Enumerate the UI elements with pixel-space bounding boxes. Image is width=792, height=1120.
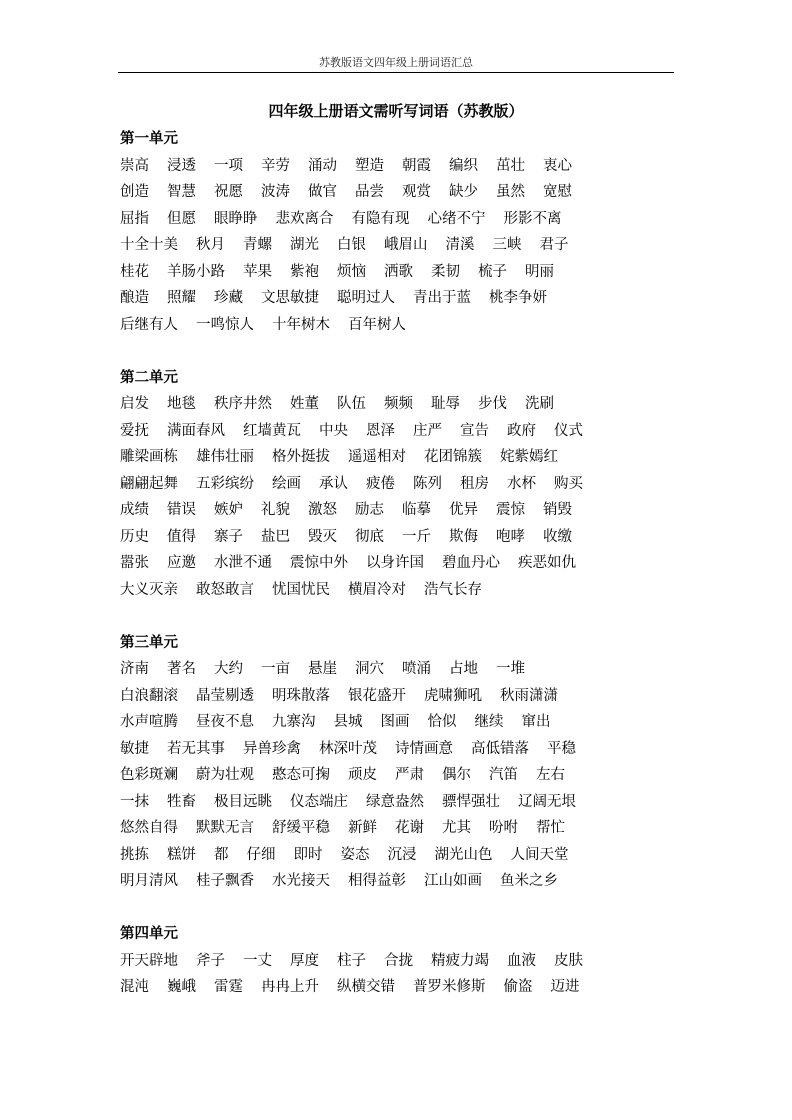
vocabulary-word: 心绪不宁 [427, 210, 486, 227]
vocabulary-word: 仪态端庄 [290, 793, 348, 810]
vocabulary-word: 偷盗 [503, 979, 533, 995]
vocabulary-word: 宣告 [460, 422, 489, 439]
vocabulary-word: 红墙黄瓦 [243, 422, 301, 439]
vocabulary-word: 白银 [337, 237, 366, 253]
vocabulary-word: 湖光 [290, 237, 319, 253]
word-line [120, 471, 680, 498]
vocabulary-word: 秋月 [196, 237, 225, 253]
unit-section [120, 126, 680, 338]
vocabulary-word: 疾恶如仇 [518, 555, 576, 571]
vocabulary-word: 忧国忧民 [272, 581, 330, 598]
word-line [120, 206, 680, 233]
vocabulary-word: 皮肤 [554, 952, 583, 969]
vocabulary-word: 湖光山色 [434, 846, 493, 863]
vocabulary-word: 悲欢离合 [275, 210, 334, 227]
vocabulary-word: 礼貌 [261, 502, 290, 518]
vocabulary-word: 高低错落 [471, 740, 529, 757]
vocabulary-word: 敢怒敢言 [196, 581, 254, 598]
vocabulary-word: 银花盛开 [348, 687, 406, 704]
vocabulary-word: 异兽珍禽 [243, 740, 301, 757]
vocabulary-word: 偶尔 [442, 767, 471, 783]
vocabulary-word: 启发 [120, 396, 149, 412]
vocabulary-word: 屈指 [120, 210, 149, 227]
vocabulary-word: 塑造 [355, 157, 384, 174]
vocabulary-word: 咆哮 [496, 528, 525, 545]
word-line [120, 789, 680, 816]
vocabulary-word: 激怒 [308, 502, 337, 518]
vocabulary-word: 碧血丹心 [442, 555, 500, 571]
vocabulary-word: 大约 [214, 661, 243, 677]
vocabulary-word: 血液 [507, 952, 536, 969]
vocabulary-word: 新鲜 [348, 820, 377, 836]
vocabulary-word: 梳子 [478, 263, 507, 280]
document-title: 四年级上册语文需听写词语（苏教版） [268, 102, 524, 120]
vocabulary-word: 优异 [449, 502, 478, 518]
vocabulary-word: 编织 [449, 157, 478, 174]
unit-heading: 第三单元 [120, 633, 178, 651]
vocabulary-word: 精疲力竭 [431, 952, 489, 969]
vocabulary-word: 白浪翻滚 [120, 687, 178, 704]
vocabulary-word: 一丈 [243, 952, 272, 969]
vocabulary-word: 合拢 [384, 952, 413, 969]
vocabulary-word: 峨眉山 [384, 237, 428, 253]
vocabulary-word: 水杯 [507, 475, 536, 492]
vocabulary-word: 应邀 [167, 555, 196, 571]
vocabulary-word: 柱子 [337, 952, 366, 969]
vocabulary-word: 创造 [120, 184, 149, 200]
vocabulary-word: 苹果 [243, 263, 272, 280]
vocabulary-word: 眼睁睁 [214, 210, 258, 227]
vocabulary-word: 恩泽 [366, 422, 395, 439]
vocabulary-word: 仔细 [246, 846, 276, 863]
vocabulary-word: 有隐有现 [351, 210, 410, 227]
vocabulary-word: 帮忙 [536, 820, 565, 836]
vocabulary-word: 沉浸 [387, 846, 417, 863]
vocabulary-word: 朝霞 [402, 157, 431, 174]
vocabulary-word: 但愿 [167, 210, 196, 227]
vocabulary-word: 图画 [380, 714, 410, 730]
vocabulary-word: 形影不离 [503, 210, 562, 227]
vocabulary-word: 耻辱 [431, 396, 460, 412]
vocabulary-word: 青螺 [243, 237, 272, 253]
vocabulary-word: 著名 [167, 661, 196, 677]
vocabulary-word: 嫉妒 [214, 502, 243, 518]
header-divider [118, 72, 674, 73]
vocabulary-word: 历史 [120, 528, 149, 545]
vocabulary-word: 遥遥相对 [348, 449, 406, 465]
vocabulary-word: 晶莹剔透 [196, 687, 254, 704]
vocabulary-word: 明月清风 [120, 873, 178, 889]
vocabulary-word: 极目远眺 [214, 793, 272, 810]
word-line [120, 285, 680, 312]
vocabulary-word: 临摹 [402, 502, 431, 518]
vocabulary-word: 洗刷 [525, 396, 554, 412]
word-line [120, 683, 680, 710]
vocabulary-word: 彻底 [355, 528, 384, 545]
vocabulary-word: 开天辟地 [120, 952, 178, 969]
vocabulary-word: 昼夜不息 [196, 714, 254, 730]
vocabulary-word: 文思敏捷 [261, 290, 319, 306]
vocabulary-word: 悠然自得 [120, 820, 178, 836]
vocabulary-word: 济南 [120, 661, 149, 677]
vocabulary-word: 祝愿 [214, 184, 243, 200]
vocabulary-word: 悬崖 [308, 661, 337, 677]
word-line [120, 948, 680, 975]
page-header: 苏教版语文四年级上册词语汇总 [319, 56, 473, 69]
vocabulary-word: 庄严 [413, 422, 442, 439]
vocabulary-word: 崇高 [120, 157, 149, 174]
vocabulary-word: 租房 [460, 475, 489, 492]
vocabulary-word: 波涛 [261, 184, 290, 200]
unit-heading: 第一单元 [120, 130, 178, 147]
word-line [120, 312, 680, 339]
vocabulary-word: 茁壮 [496, 157, 525, 174]
vocabulary-word: 频频 [384, 396, 413, 412]
word-line [120, 842, 680, 869]
vocabulary-word: 成绩 [120, 502, 149, 518]
vocabulary-word: 烦恼 [337, 263, 366, 280]
vocabulary-word: 花团锦簇 [424, 449, 482, 465]
vocabulary-word: 步伐 [478, 396, 507, 412]
vocabulary-word: 绿意盎然 [366, 793, 424, 810]
vocabulary-word: 江山如画 [424, 873, 482, 889]
word-line [120, 418, 680, 445]
vocabulary-word: 励志 [355, 502, 384, 518]
word-line [120, 656, 680, 683]
vocabulary-content [120, 126, 680, 1001]
vocabulary-word: 珍藏 [214, 290, 243, 306]
vocabulary-word: 县城 [333, 714, 363, 730]
vocabulary-word: 虎啸狮吼 [424, 687, 482, 704]
vocabulary-word: 做官 [308, 184, 337, 200]
vocabulary-word: 斧子 [196, 952, 225, 969]
vocabulary-word: 智慧 [167, 184, 196, 200]
vocabulary-word: 震惊中外 [290, 555, 348, 571]
vocabulary-word: 承认 [319, 475, 348, 492]
word-line [120, 497, 680, 524]
vocabulary-word: 人间天堂 [510, 846, 569, 863]
vocabulary-word: 中央 [319, 422, 348, 439]
vocabulary-word: 姹紫嫣红 [500, 449, 558, 465]
vocabulary-word: 品尝 [355, 184, 384, 200]
vocabulary-word: 五彩缤纷 [196, 475, 254, 492]
vocabulary-word: 巍峨 [167, 979, 196, 995]
vocabulary-word: 一斤 [402, 528, 431, 545]
vocabulary-word: 绘画 [272, 475, 301, 492]
vocabulary-word: 左右 [536, 767, 565, 783]
vocabulary-word: 错误 [167, 502, 196, 518]
vocabulary-word: 姿态 [340, 846, 370, 863]
word-line [120, 709, 680, 736]
vocabulary-word: 值得 [167, 528, 196, 545]
vocabulary-word: 诗情画意 [395, 740, 453, 757]
vocabulary-word: 嚣张 [120, 555, 149, 571]
vocabulary-word: 牲畜 [167, 793, 196, 810]
vocabulary-word: 大义灭亲 [120, 581, 178, 598]
vocabulary-word: 销毁 [543, 502, 572, 518]
vocabulary-word: 柔韧 [431, 263, 460, 280]
vocabulary-word: 疲倦 [366, 475, 395, 492]
vocabulary-word: 翩翩起舞 [120, 475, 178, 492]
vocabulary-word: 辛劳 [261, 157, 290, 174]
vocabulary-word: 照耀 [167, 290, 196, 306]
word-line [120, 577, 680, 604]
vocabulary-word: 雷霆 [214, 979, 243, 995]
vocabulary-word: 涌动 [308, 157, 337, 174]
vocabulary-word: 九寨沟 [272, 714, 316, 730]
vocabulary-word: 默默无言 [196, 820, 254, 836]
word-line [120, 815, 680, 842]
vocabulary-word: 君子 [539, 237, 569, 253]
vocabulary-word: 喷涌 [402, 661, 431, 677]
vocabulary-word: 辽阔无垠 [518, 793, 576, 810]
vocabulary-word: 水声喧腾 [120, 714, 178, 730]
vocabulary-word: 蔚为壮观 [196, 767, 254, 783]
vocabulary-word: 队伍 [337, 396, 366, 412]
word-line [120, 550, 680, 577]
vocabulary-word: 桂子飘香 [196, 873, 254, 889]
vocabulary-word: 以身许国 [366, 555, 424, 571]
vocabulary-word: 格外挺拔 [272, 449, 330, 465]
vocabulary-word: 满面春风 [167, 422, 225, 439]
vocabulary-word: 收缴 [543, 528, 572, 545]
unit-section [120, 365, 680, 604]
vocabulary-word: 恰似 [427, 714, 457, 730]
unit-section [120, 630, 680, 895]
vocabulary-word: 桂花 [120, 263, 149, 280]
vocabulary-word: 糕饼 [167, 846, 196, 863]
vocabulary-word: 相得益彰 [348, 873, 406, 889]
vocabulary-word: 混沌 [120, 979, 149, 995]
vocabulary-word: 厚度 [290, 952, 319, 969]
vocabulary-word: 十年树木 [272, 316, 330, 333]
vocabulary-word: 青出于蓝 [413, 290, 471, 306]
vocabulary-word: 浩气长存 [424, 581, 482, 598]
vocabulary-word: 吩咐 [489, 820, 518, 836]
vocabulary-word: 陈列 [413, 475, 442, 492]
vocabulary-word: 窜出 [521, 714, 551, 730]
vocabulary-word: 秋雨潇潇 [500, 687, 558, 704]
vocabulary-word: 雄伟壮丽 [196, 449, 254, 465]
vocabulary-word: 占地 [449, 661, 478, 677]
vocabulary-word: 林深叶茂 [319, 740, 377, 757]
vocabulary-word: 憨态可掬 [272, 767, 330, 783]
vocabulary-word: 迈进 [550, 979, 580, 995]
vocabulary-word: 平稳 [547, 740, 576, 757]
word-line [120, 232, 680, 259]
vocabulary-word: 毁灭 [308, 528, 337, 545]
vocabulary-word: 色彩斑斓 [120, 767, 178, 783]
vocabulary-word: 明丽 [525, 263, 554, 280]
vocabulary-word: 尤其 [442, 820, 471, 836]
vocabulary-word: 若无其事 [167, 740, 225, 757]
vocabulary-word: 羊肠小路 [167, 263, 225, 280]
unit-heading: 第二单元 [120, 368, 178, 386]
vocabulary-word: 顽皮 [348, 767, 377, 783]
word-line [120, 153, 680, 180]
vocabulary-word: 严肃 [395, 767, 424, 783]
word-line [120, 524, 680, 551]
vocabulary-word: 横眉冷对 [348, 581, 406, 598]
unit-section [120, 921, 680, 1001]
vocabulary-word: 一抹 [120, 793, 149, 810]
vocabulary-word: 骠悍强壮 [442, 793, 500, 810]
word-line [120, 762, 680, 789]
vocabulary-word: 三峡 [492, 237, 522, 253]
vocabulary-word: 冉冉上升 [261, 979, 319, 995]
vocabulary-word: 宽慰 [543, 184, 572, 200]
vocabulary-word: 后继有人 [120, 316, 178, 333]
vocabulary-word: 酿造 [120, 290, 149, 306]
vocabulary-word: 水光接天 [272, 873, 330, 889]
vocabulary-word: 爱抚 [120, 422, 149, 439]
vocabulary-word: 纵横交错 [337, 979, 395, 995]
word-line [120, 259, 680, 286]
vocabulary-word: 洒歌 [384, 263, 413, 280]
vocabulary-word: 寨子 [214, 528, 243, 545]
vocabulary-word: 水泄不通 [214, 555, 272, 571]
vocabulary-word: 汽笛 [489, 767, 518, 783]
vocabulary-word: 地毯 [167, 396, 196, 412]
vocabulary-word: 桃李争妍 [489, 290, 547, 306]
word-line [120, 868, 680, 895]
vocabulary-word: 一项 [214, 157, 243, 174]
vocabulary-word: 一亩 [261, 661, 290, 677]
vocabulary-word: 聪明过人 [337, 290, 395, 306]
vocabulary-word: 鱼米之乡 [500, 873, 558, 889]
vocabulary-word: 明珠散落 [272, 687, 330, 704]
vocabulary-word: 雕梁画栋 [120, 449, 178, 465]
vocabulary-word: 盐巴 [261, 528, 290, 545]
vocabulary-word: 震惊 [496, 502, 525, 518]
vocabulary-word: 洞穴 [355, 661, 384, 677]
vocabulary-word: 普罗米修斯 [413, 979, 486, 995]
vocabulary-word: 缺少 [449, 184, 478, 200]
vocabulary-word: 购买 [554, 475, 583, 492]
vocabulary-word: 舒缓平稳 [272, 820, 330, 836]
word-line [120, 736, 680, 763]
vocabulary-word: 政府 [507, 422, 536, 439]
vocabulary-word: 一堆 [496, 661, 525, 677]
vocabulary-word: 秩序井然 [214, 396, 272, 412]
vocabulary-word: 浸透 [167, 157, 196, 174]
vocabulary-word: 即时 [293, 846, 323, 863]
vocabulary-word: 都 [214, 846, 229, 863]
vocabulary-word: 虽然 [496, 184, 525, 200]
vocabulary-word: 紫袍 [290, 263, 319, 280]
vocabulary-word: 一鸣惊人 [196, 316, 254, 333]
vocabulary-word: 十全十美 [120, 237, 178, 253]
vocabulary-word: 百年树人 [348, 316, 406, 333]
vocabulary-word: 欺侮 [449, 528, 478, 545]
vocabulary-word: 敏捷 [120, 740, 149, 757]
vocabulary-word: 观赏 [402, 184, 431, 200]
vocabulary-word: 仪式 [554, 422, 583, 439]
unit-heading: 第四单元 [120, 925, 178, 942]
vocabulary-word: 挑拣 [120, 846, 149, 863]
vocabulary-word: 清溪 [445, 237, 475, 253]
vocabulary-word: 继续 [474, 714, 504, 730]
word-line [120, 179, 680, 206]
vocabulary-word: 衷心 [543, 157, 572, 174]
word-line [120, 974, 680, 1001]
word-line [120, 444, 680, 471]
word-line [120, 391, 680, 418]
vocabulary-word: 花谢 [395, 820, 424, 836]
vocabulary-word: 姓董 [290, 396, 319, 412]
